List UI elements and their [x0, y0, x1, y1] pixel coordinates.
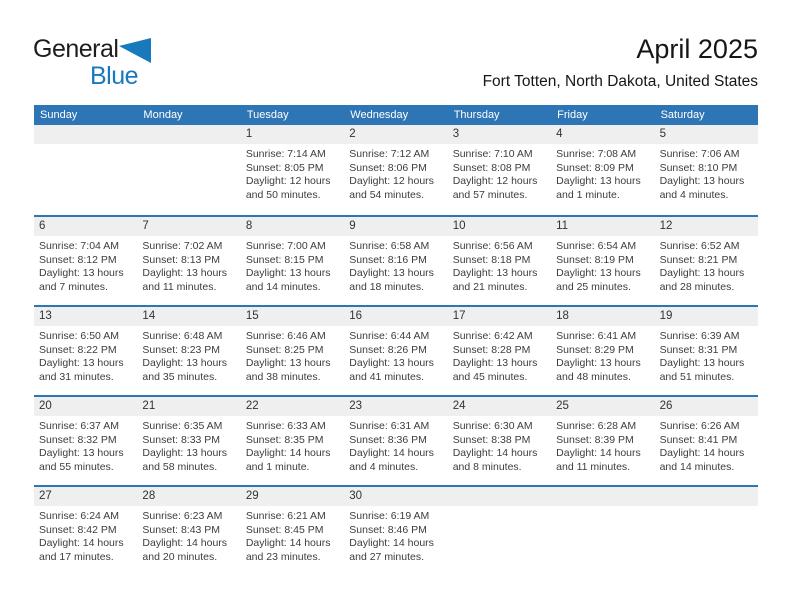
- day-info: [448, 416, 551, 474]
- sunrise-text: Sunrise: 6:28 AM: [556, 420, 637, 432]
- day-info: [34, 416, 137, 474]
- sunset-text: Sunset: 8:18 PM: [452, 253, 531, 266]
- sunset-text: Sunset: 8:12 PM: [39, 253, 117, 266]
- day-number: 12: [655, 217, 758, 236]
- sunrise-text: Sunrise: 6:42 AM: [452, 330, 533, 342]
- day-cell: [137, 487, 240, 575]
- daylight-text: Daylight: 13 hours and 45 minutes.: [452, 357, 538, 383]
- dow-header-monday: Monday: [143, 109, 183, 121]
- daylight-text: Daylight: 12 hours and 50 minutes.: [245, 175, 331, 201]
- day-number: 20: [34, 397, 137, 416]
- daylight-text: Daylight: 13 hours and 14 minutes.: [245, 267, 331, 293]
- day-cell: [137, 397, 240, 485]
- sunset-text: Sunset: 8:05 PM: [245, 161, 324, 174]
- week-row: [34, 395, 758, 485]
- sunrise-text: Sunrise: 6:54 AM: [556, 240, 637, 252]
- sunrise-text: Sunrise: 7:00 AM: [245, 240, 326, 252]
- sunrise-text: Sunrise: 6:23 AM: [142, 510, 223, 522]
- day-cell: [448, 217, 551, 305]
- day-info: [241, 506, 344, 564]
- day-number: 24: [448, 397, 551, 416]
- day-number: 5: [655, 125, 758, 144]
- day-number: 21: [137, 397, 240, 416]
- sunset-text: Sunset: 8:42 PM: [39, 523, 117, 536]
- day-number: 23: [344, 397, 447, 416]
- day-cell: [34, 307, 137, 395]
- day-number: [137, 125, 240, 144]
- sunrise-text: Sunrise: 6:31 AM: [349, 420, 430, 432]
- day-number: 17: [448, 307, 551, 326]
- day-info: [551, 506, 654, 510]
- daylight-text: Daylight: 14 hours and 27 minutes.: [349, 537, 434, 563]
- day-info: [551, 416, 654, 474]
- sunrise-text: Sunrise: 6:52 AM: [659, 240, 740, 252]
- sunrise-text: Sunrise: 7:02 AM: [142, 240, 223, 252]
- day-of-week-header-row: [34, 105, 758, 125]
- dow-header-wednesday: Wednesday: [350, 109, 409, 121]
- day-number: 1: [241, 125, 344, 144]
- day-cell: [551, 397, 654, 485]
- daylight-text: Daylight: 13 hours and 7 minutes.: [39, 267, 124, 293]
- day-cell: [241, 307, 344, 395]
- dow-header-sunday: Sunday: [40, 109, 78, 121]
- day-number: 26: [655, 397, 758, 416]
- day-cell: [34, 487, 137, 575]
- sunrise-text: Sunrise: 7:08 AM: [556, 148, 637, 160]
- day-info: [551, 326, 654, 384]
- sunset-text: Sunset: 8:46 PM: [349, 523, 427, 536]
- day-cell: [344, 487, 447, 575]
- page-subtitle: Fort Totten, North Dakota, United States: [482, 73, 758, 90]
- daylight-text: Daylight: 13 hours and 1 minute.: [556, 175, 641, 201]
- week-row: [34, 305, 758, 395]
- day-info: [344, 144, 447, 202]
- day-number: 19: [655, 307, 758, 326]
- day-cell: [344, 307, 447, 395]
- day-number: 15: [241, 307, 344, 326]
- day-cell: [448, 487, 551, 575]
- dow-header-saturday: Saturday: [660, 109, 705, 121]
- daylight-text: Daylight: 14 hours and 8 minutes.: [452, 447, 538, 473]
- dow-header-tuesday: Tuesday: [246, 109, 289, 121]
- day-info: [137, 416, 240, 474]
- day-info: [655, 506, 758, 510]
- day-info: [241, 144, 344, 202]
- sunset-text: Sunset: 8:26 PM: [349, 343, 427, 356]
- day-info: [137, 144, 240, 148]
- day-info: [448, 144, 551, 202]
- sunrise-text: Sunrise: 6:37 AM: [39, 420, 119, 432]
- sunset-text: Sunset: 8:08 PM: [452, 161, 531, 174]
- day-number: 7: [137, 217, 240, 236]
- sunrise-text: Sunrise: 7:04 AM: [39, 240, 119, 252]
- day-cell: [655, 217, 758, 305]
- sunrise-text: Sunrise: 6:33 AM: [245, 420, 326, 432]
- day-number: 28: [137, 487, 240, 506]
- daylight-text: Daylight: 13 hours and 11 minutes.: [142, 267, 228, 293]
- day-number: 29: [241, 487, 344, 506]
- day-number: 3: [448, 125, 551, 144]
- daylight-text: Daylight: 12 hours and 57 minutes.: [452, 175, 538, 201]
- sunrise-text: Sunrise: 6:46 AM: [245, 330, 326, 342]
- day-number: [655, 487, 758, 506]
- sunset-text: Sunset: 8:45 PM: [245, 523, 324, 536]
- sunrise-text: Sunrise: 6:19 AM: [349, 510, 430, 522]
- daylight-text: Daylight: 13 hours and 21 minutes.: [452, 267, 538, 293]
- day-cell: [34, 217, 137, 305]
- day-number: 8: [241, 217, 344, 236]
- week-row: [34, 215, 758, 305]
- day-number: 9: [344, 217, 447, 236]
- day-info: [34, 326, 137, 384]
- daylight-text: Daylight: 13 hours and 4 minutes.: [659, 175, 745, 201]
- day-info: [137, 236, 240, 294]
- day-info: [655, 326, 758, 384]
- calendar-weeks: [34, 125, 758, 575]
- daylight-text: Daylight: 13 hours and 58 minutes.: [142, 447, 228, 473]
- sunset-text: Sunset: 8:29 PM: [556, 343, 634, 356]
- general-blue-logo: [33, 36, 183, 92]
- sunset-text: Sunset: 8:25 PM: [245, 343, 324, 356]
- daylight-text: Daylight: 13 hours and 31 minutes.: [39, 357, 124, 383]
- sunrise-text: Sunrise: 6:35 AM: [142, 420, 223, 432]
- day-info: [551, 236, 654, 294]
- sunrise-text: Sunrise: 7:10 AM: [452, 148, 533, 160]
- day-info: [241, 416, 344, 474]
- day-cell: [137, 307, 240, 395]
- day-info: [344, 506, 447, 564]
- sunset-text: Sunset: 8:36 PM: [349, 433, 427, 446]
- day-cell: [448, 125, 551, 215]
- sunset-text: Sunset: 8:21 PM: [659, 253, 738, 266]
- sunset-text: Sunset: 8:22 PM: [39, 343, 117, 356]
- day-cell: [137, 217, 240, 305]
- sunrise-text: Sunrise: 6:26 AM: [659, 420, 740, 432]
- day-cell: [344, 217, 447, 305]
- dow-header-friday: Friday: [557, 109, 588, 121]
- daylight-text: Daylight: 13 hours and 51 minutes.: [659, 357, 745, 383]
- day-info: [344, 326, 447, 384]
- day-info: [551, 144, 654, 202]
- day-number: 2: [344, 125, 447, 144]
- sunset-text: Sunset: 8:43 PM: [142, 523, 221, 536]
- daylight-text: Daylight: 13 hours and 28 minutes.: [659, 267, 745, 293]
- sunrise-text: Sunrise: 6:21 AM: [245, 510, 326, 522]
- day-info: [655, 236, 758, 294]
- page-title: April 2025: [636, 34, 758, 64]
- day-cell: [551, 307, 654, 395]
- sunset-text: Sunset: 8:28 PM: [452, 343, 531, 356]
- day-cell: [551, 217, 654, 305]
- daylight-text: Daylight: 12 hours and 54 minutes.: [349, 175, 434, 201]
- week-row: [34, 125, 758, 215]
- day-info: [34, 144, 137, 148]
- daylight-text: Daylight: 14 hours and 17 minutes.: [39, 537, 124, 563]
- day-info: [448, 236, 551, 294]
- day-number: 27: [34, 487, 137, 506]
- sunset-text: Sunset: 8:13 PM: [142, 253, 221, 266]
- day-cell: [344, 125, 447, 215]
- week-row: [34, 485, 758, 575]
- sunset-text: Sunset: 8:06 PM: [349, 161, 427, 174]
- day-cell: [241, 397, 344, 485]
- day-info: [344, 236, 447, 294]
- day-info: [655, 144, 758, 202]
- sunrise-text: Sunrise: 6:24 AM: [39, 510, 119, 522]
- daylight-text: Daylight: 14 hours and 23 minutes.: [245, 537, 331, 563]
- day-info: [137, 506, 240, 564]
- daylight-text: Daylight: 14 hours and 20 minutes.: [142, 537, 228, 563]
- day-number: 11: [551, 217, 654, 236]
- day-number: 14: [137, 307, 240, 326]
- sunset-text: Sunset: 8:38 PM: [452, 433, 531, 446]
- daylight-text: Daylight: 14 hours and 1 minute.: [245, 447, 331, 473]
- sunrise-text: Sunrise: 7:12 AM: [349, 148, 430, 160]
- sunset-text: Sunset: 8:35 PM: [245, 433, 324, 446]
- day-cell: [655, 307, 758, 395]
- day-number: 22: [241, 397, 344, 416]
- logo-text-blue: Blue: [90, 62, 139, 90]
- daylight-text: Daylight: 13 hours and 41 minutes.: [349, 357, 434, 383]
- day-info: [137, 326, 240, 384]
- day-cell: [655, 397, 758, 485]
- sunrise-text: Sunrise: 6:41 AM: [556, 330, 637, 342]
- day-cell: [137, 125, 240, 215]
- sunrise-text: Sunrise: 7:14 AM: [245, 148, 326, 160]
- sunrise-text: Sunrise: 6:39 AM: [659, 330, 740, 342]
- sunset-text: Sunset: 8:10 PM: [659, 161, 738, 174]
- sunrise-text: Sunrise: 7:06 AM: [659, 148, 740, 160]
- day-cell: [655, 487, 758, 575]
- sunset-text: Sunset: 8:16 PM: [349, 253, 427, 266]
- day-cell: [448, 397, 551, 485]
- logo-text-general: General: [33, 35, 119, 63]
- day-info: [344, 416, 447, 474]
- daylight-text: Daylight: 14 hours and 11 minutes.: [556, 447, 641, 473]
- dow-header-thursday: Thursday: [453, 109, 500, 121]
- sunrise-text: Sunrise: 6:48 AM: [142, 330, 223, 342]
- day-info: [34, 506, 137, 564]
- daylight-text: Daylight: 13 hours and 48 minutes.: [556, 357, 641, 383]
- day-cell: [551, 125, 654, 215]
- daylight-text: Daylight: 14 hours and 4 minutes.: [349, 447, 434, 473]
- day-info: [448, 506, 551, 510]
- day-info: [655, 416, 758, 474]
- day-cell: [34, 125, 137, 215]
- daylight-text: Daylight: 13 hours and 35 minutes.: [142, 357, 228, 383]
- day-info: [241, 236, 344, 294]
- day-cell: [344, 397, 447, 485]
- sunset-text: Sunset: 8:31 PM: [659, 343, 738, 356]
- day-number: [551, 487, 654, 506]
- sunset-text: Sunset: 8:32 PM: [39, 433, 117, 446]
- day-cell: [34, 397, 137, 485]
- sunset-text: Sunset: 8:33 PM: [142, 433, 221, 446]
- sunset-text: Sunset: 8:23 PM: [142, 343, 221, 356]
- day-number: 25: [551, 397, 654, 416]
- sunset-text: Sunset: 8:09 PM: [556, 161, 634, 174]
- sunrise-text: Sunrise: 6:50 AM: [39, 330, 119, 342]
- day-number: 10: [448, 217, 551, 236]
- day-number: 4: [551, 125, 654, 144]
- daylight-text: Daylight: 13 hours and 18 minutes.: [349, 267, 434, 293]
- day-number: 13: [34, 307, 137, 326]
- day-info: [241, 326, 344, 384]
- day-cell: [241, 487, 344, 575]
- sunset-text: Sunset: 8:19 PM: [556, 253, 634, 266]
- daylight-text: Daylight: 13 hours and 38 minutes.: [245, 357, 331, 383]
- daylight-text: Daylight: 13 hours and 25 minutes.: [556, 267, 641, 293]
- day-number: [448, 487, 551, 506]
- sunrise-text: Sunrise: 6:56 AM: [452, 240, 533, 252]
- sunset-text: Sunset: 8:41 PM: [659, 433, 738, 446]
- day-number: 30: [344, 487, 447, 506]
- sunrise-text: Sunrise: 6:30 AM: [452, 420, 533, 432]
- day-number: 6: [34, 217, 137, 236]
- daylight-text: Daylight: 13 hours and 55 minutes.: [39, 447, 124, 473]
- header-titles: [483, 34, 758, 91]
- sunrise-text: Sunrise: 6:44 AM: [349, 330, 430, 342]
- day-cell: [448, 307, 551, 395]
- day-number: [34, 125, 137, 144]
- calendar: [34, 105, 758, 575]
- day-number: 18: [551, 307, 654, 326]
- day-cell: [241, 217, 344, 305]
- day-cell: [655, 125, 758, 215]
- sunset-text: Sunset: 8:39 PM: [556, 433, 634, 446]
- day-info: [34, 236, 137, 294]
- sunset-text: Sunset: 8:15 PM: [245, 253, 324, 266]
- day-cell: [551, 487, 654, 575]
- day-info: [448, 326, 551, 384]
- sunrise-text: Sunrise: 6:58 AM: [349, 240, 430, 252]
- daylight-text: Daylight: 14 hours and 14 minutes.: [659, 447, 745, 473]
- day-number: 16: [344, 307, 447, 326]
- day-cell: [241, 125, 344, 215]
